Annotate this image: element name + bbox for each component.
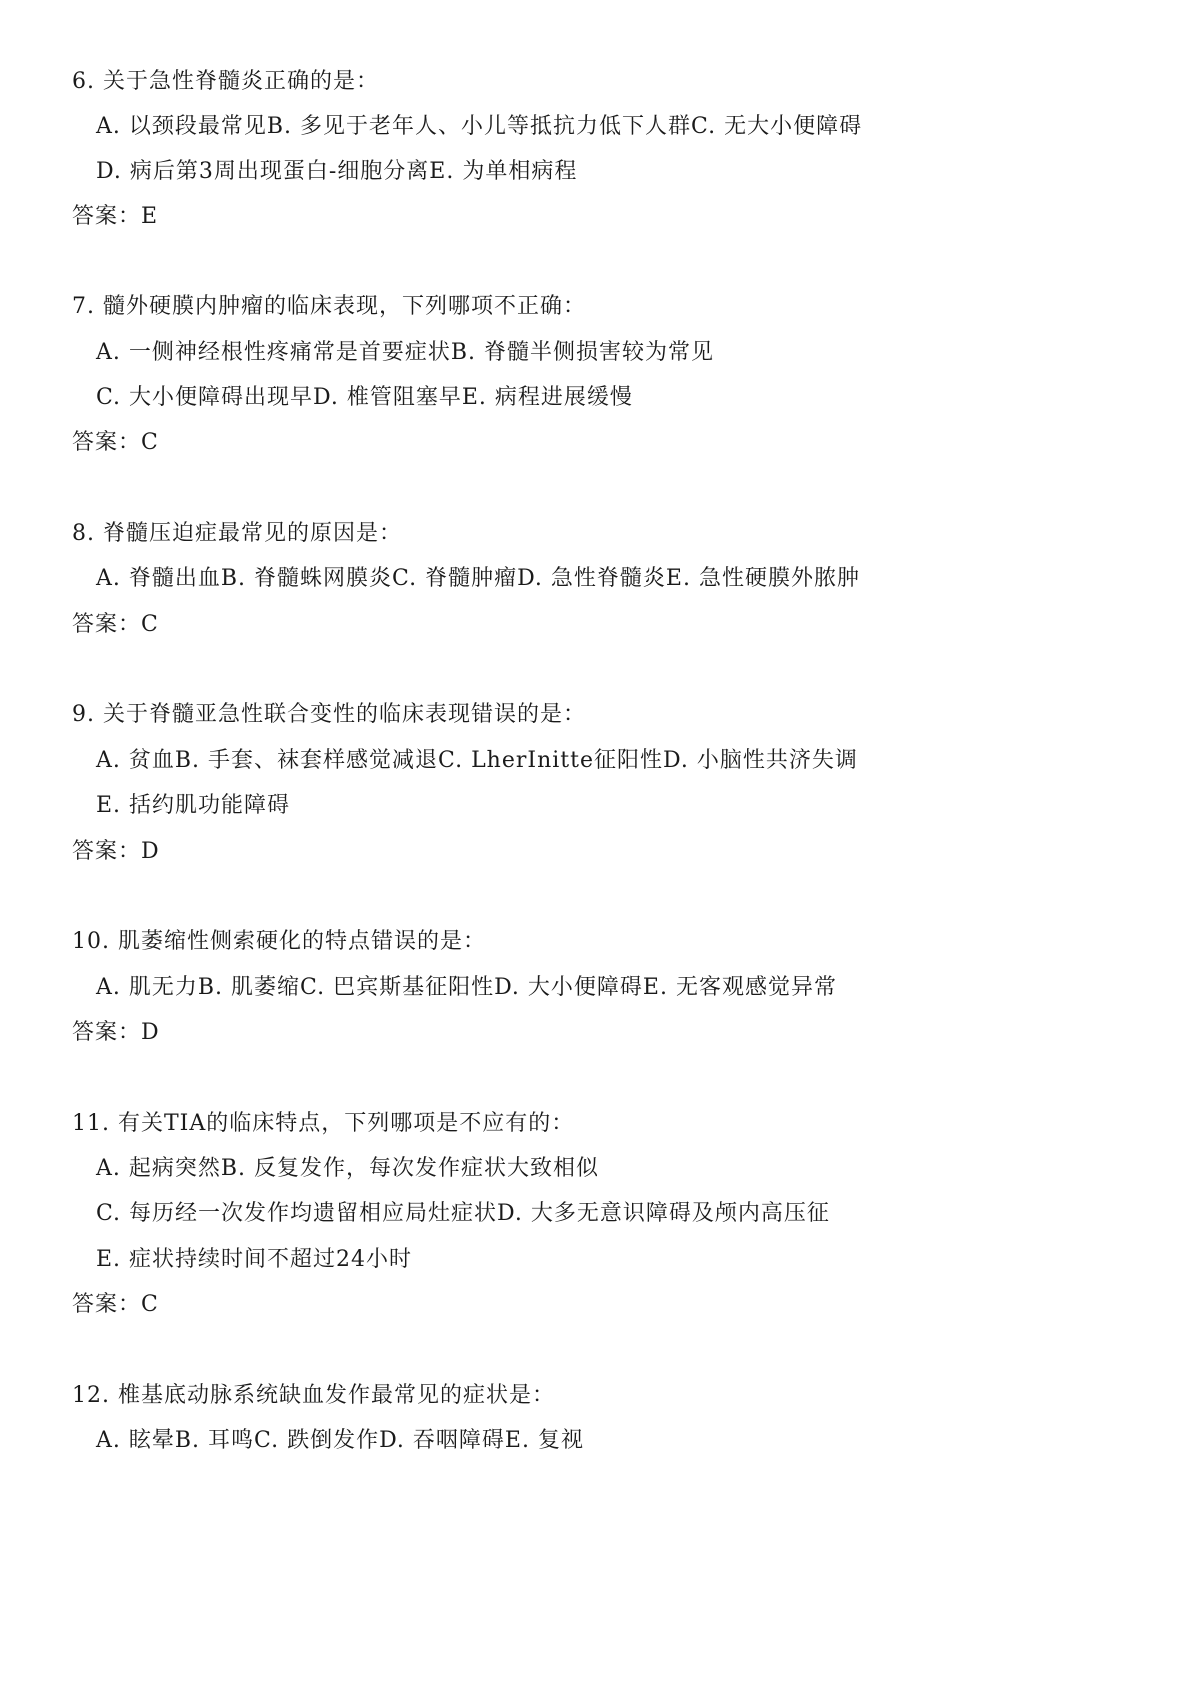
question-options: D. 病后第3周出现蛋白-细胞分离E. 为单相病程 [96, 159, 578, 184]
question-answer: 答案：D [72, 839, 160, 864]
question-options: A. 以颈段最常见B. 多见于老年人、小儿等抵抗力低下人群C. 无大小便障碍 [96, 114, 863, 139]
question-options: E. 括约肌功能障碍 [96, 793, 291, 818]
question-answer: 答案：C [72, 612, 159, 637]
question-stem: 12. 椎基底动脉系统缺血发作最常见的症状是： [72, 1383, 555, 1408]
question-options: A. 一侧神经根性疼痛常是首要症状B. 脊髓半侧损害较为常见 [96, 340, 715, 365]
question-stem: 7. 髓外硬膜内肿瘤的临床表现，下列哪项不正确： [72, 294, 586, 319]
question-answer: 答案：C [72, 1292, 159, 1317]
question-stem: 10. 肌萎缩性侧索硬化的特点错误的是： [72, 929, 486, 954]
question-options: E. 症状持续时间不超过24小时 [96, 1247, 413, 1272]
question-options: C. 每历经一次发作均遗留相应局灶症状D. 大多无意识障碍及颅内高压征 [96, 1201, 830, 1226]
question-options: A. 肌无力B. 肌萎缩C. 巴宾斯基征阳性D. 大小便障碍E. 无客观感觉异常 [96, 975, 837, 1000]
question-options: A. 起病突然B. 反复发作，每次发作症状大致相似 [96, 1156, 600, 1181]
question-stem: 9. 关于脊髓亚急性联合变性的临床表现错误的是： [72, 702, 586, 727]
question-stem: 11. 有关TIA的临床特点，下列哪项是不应有的： [72, 1111, 575, 1136]
question-stem: 8. 脊髓压迫症最常见的原因是： [72, 521, 402, 546]
question-stem: 6. 关于急性脊髓炎正确的是： [72, 69, 379, 94]
question-answer: 答案：E [72, 204, 159, 229]
question-options: A. 贫血B. 手套、袜套样感觉减退C. LherInitte征阳性D. 小脑性共济失调 [96, 748, 858, 773]
question-options: A. 脊髓出血B. 脊髓蛛网膜炎C. 脊髓肿瘤D. 急性脊髓炎E. 急性硬膜外脓肿 [96, 566, 860, 591]
question-answer: 答案：D [72, 1020, 160, 1045]
question-options: A. 眩晕B. 耳鸣C. 跌倒发作D. 吞咽障碍E. 复视 [96, 1428, 584, 1453]
question-options: C. 大小便障碍出现早D. 椎管阻塞早E. 病程进展缓慢 [96, 385, 633, 410]
question-answer: 答案：C [72, 430, 159, 455]
